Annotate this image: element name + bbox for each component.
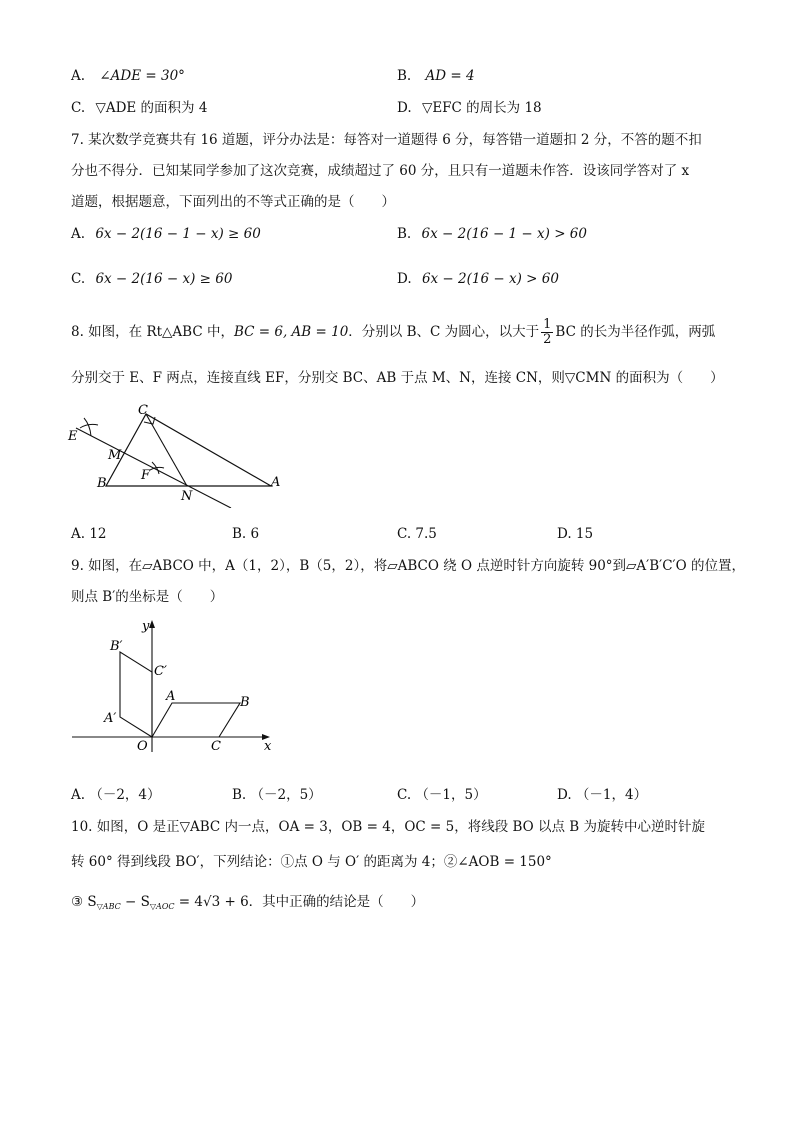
option-text: ▽ADE 的面积为 4 — [95, 100, 208, 116]
option-label: C. — [71, 100, 86, 116]
q7-option-d — [397, 269, 559, 289]
label-e: E — [68, 429, 78, 444]
q7-option-b — [397, 224, 587, 244]
q9-option-b: B. （－2，5） — [232, 787, 322, 803]
q8-option-a: A. 12 — [71, 526, 107, 542]
q6-option-b — [397, 66, 475, 86]
triangle-abc — [106, 414, 271, 486]
option-label: B. — [397, 68, 412, 84]
q8-line-2: 分别交于 E、F 两点，连接直线 EF，分别交 BC、AB 于点 M、N，连接 CN，则▽CMN 的面积为（ ） — [71, 370, 724, 386]
q6-option-d — [397, 98, 542, 118]
q10-rest: = 4√3 + 6．其中正确的结论是（ ） — [174, 894, 425, 910]
label-b-prime: B′ — [110, 639, 123, 654]
q8-line-1 — [71, 318, 715, 347]
y-axis-arrow — [149, 620, 155, 628]
q7-line-3: 道题，根据题意，下面列出的不等式正确的是（ ） — [71, 194, 395, 210]
q10-sub2: ▽AOC — [149, 902, 175, 911]
option-text: ▽EFC 的周长为 18 — [421, 100, 542, 116]
label-c-prime: C′ — [154, 664, 167, 679]
label-c: C — [211, 739, 221, 754]
fraction-numerator: 1 — [543, 317, 552, 332]
q6-option-a — [71, 66, 185, 86]
q9-option-d: D. （－1，4） — [557, 787, 648, 803]
label-x: x — [264, 739, 272, 754]
q8-option-d: D. 15 — [557, 526, 594, 542]
q10-s1: ③ S — [71, 894, 97, 910]
q7-line-1: 7. 某次数学竞赛共有 16 道题，评分办法是：每答对一道题得 6 分，每答错一道题扣 2 分，不答的题不扣 — [71, 132, 702, 148]
option-label: D. — [397, 271, 412, 287]
option-text: AD = 4 — [425, 68, 475, 84]
q7-option-a — [71, 224, 261, 244]
q9-line-2: 则点 B′的坐标是（ ） — [71, 589, 224, 605]
label-b: B — [97, 476, 107, 491]
q9-line-1: 9. 如图，在▱ABCO 中，A（1，2），B（5，2），将▱ABCO 绕 O 点逆时针方向旋转 90°到▱A′B′C′O 的位置， — [71, 558, 745, 574]
q8-triangle-figure — [66, 398, 298, 508]
q8-text-d: BC 的长为半径作弧，两弧 — [555, 324, 716, 340]
option-label: A. — [71, 226, 86, 242]
q8-text-c: ．分别以 B、C 为圆心，以大于 — [348, 324, 540, 340]
label-f: F — [141, 468, 151, 483]
option-label: A. — [71, 68, 86, 84]
q8-text-a: 8. 如图，在 Rt△ABC 中， — [71, 324, 234, 340]
label-n: N — [181, 489, 193, 504]
label-o: O — [137, 739, 148, 754]
label-y: y — [142, 619, 150, 634]
option-text: 6x − 2(16 − x) ≥ 60 — [95, 271, 233, 287]
option-label: B. — [397, 226, 412, 242]
q8-option-b: B. 6 — [232, 526, 260, 542]
arc-e-1 — [84, 418, 91, 436]
q6-option-c — [71, 98, 207, 118]
q7-line-2: 分也不得分．已知某同学参加了这次竞赛，成绩超过了 60 分，且只有一道题未作答．设该同学答对了 x — [71, 163, 690, 179]
q9-coordinate-figure — [66, 614, 286, 756]
q10-line-2: 转 60° 得到线段 BO′，下列结论：①点 O 与 O′ 的距离为 4；②∠AOB = 150° — [71, 854, 552, 870]
option-text: 6x − 2(16 − x) > 60 — [421, 271, 559, 287]
label-a: A — [166, 689, 176, 704]
option-text: 6x − 2(16 − 1 − x) ≥ 60 — [95, 226, 261, 242]
half-fraction — [541, 318, 553, 347]
q9-option-a: A. （－2，4） — [71, 787, 161, 803]
q7-option-c — [71, 269, 232, 289]
parallelogram-a1b1c1o — [120, 652, 152, 737]
label-a: A — [271, 475, 281, 490]
option-text: 6x − 2(16 − 1 − x) > 60 — [421, 226, 587, 242]
label-m: M — [108, 448, 122, 463]
q8-option-c: C. 7.5 — [397, 526, 437, 542]
option-label: C. — [71, 271, 86, 287]
q10-line-3 — [71, 892, 424, 917]
fraction-denominator: 2 — [543, 332, 552, 347]
q10-line-1: 10. 如图，O 是正▽ABC 内一点，OA = 3，OB = 4，OC = 5，将线段 BO 以点 B 为旋转中心逆时针旋 — [71, 819, 706, 835]
label-c: C — [138, 403, 148, 418]
q10-sub1: ▽ABC — [96, 902, 121, 911]
option-text: ∠ADE = 30° — [99, 68, 185, 84]
option-label: D. — [397, 100, 412, 116]
q8-given: BC = 6, AB = 10 — [233, 324, 349, 340]
label-a-prime: A′ — [104, 711, 117, 726]
label-b: B — [240, 695, 250, 710]
q9-option-c: C. （－1，5） — [397, 787, 487, 803]
parallelogram-abco — [152, 703, 240, 737]
q10-minus: − S — [120, 894, 150, 910]
